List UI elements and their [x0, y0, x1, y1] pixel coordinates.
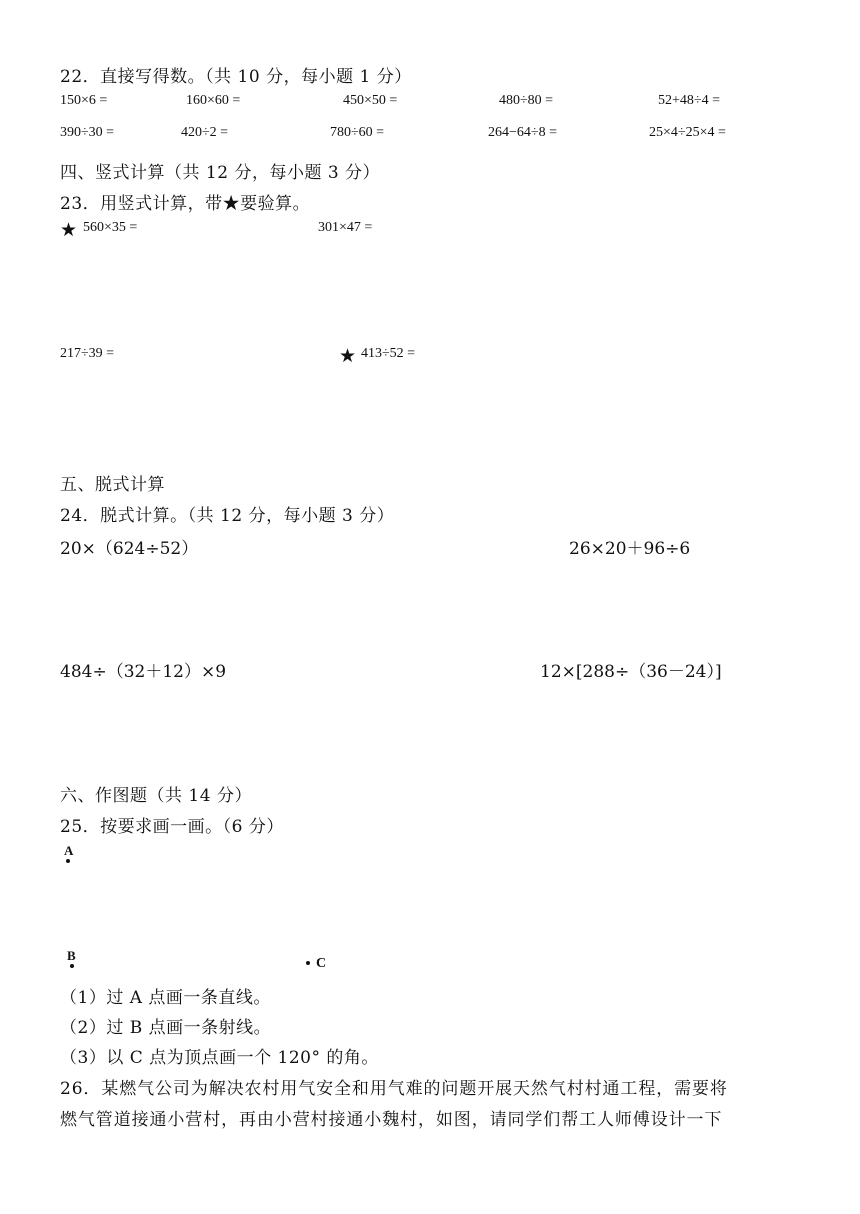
q22-problem-8: 780÷60 =: [330, 125, 385, 140]
point-b-dot: [70, 964, 74, 968]
q22-problem-10: 25×4÷25×4 =: [649, 125, 726, 140]
q22-problem-7: 420÷2 =: [181, 125, 229, 140]
q23-problem-1: 560×35 =: [83, 220, 138, 235]
point-c-label: C: [316, 956, 327, 971]
q25-instruction-1: （1）过 A 点画一条直线。: [60, 988, 271, 1008]
star-icon: ★: [339, 345, 357, 367]
q22-problem-9: 264−64÷8 =: [488, 125, 557, 140]
q24-problem-3: 484÷（32＋12）×9: [60, 662, 227, 682]
q24-problem-2: 26×20＋96÷6: [569, 539, 691, 559]
q23-instruction: 23．用竖式计算，带★要验算。: [60, 194, 311, 214]
q23-problem-4: 413÷52 =: [361, 346, 416, 361]
q26-text-line-1: 26．某燃气公司为解决农村用气安全和用气难的问题开展天然气村村通工程，需要将: [60, 1079, 728, 1099]
q23-problem-2: 301×47 =: [318, 220, 373, 235]
q22-problem-1: 150×6 =: [60, 93, 108, 108]
point-a-dot: [66, 859, 70, 863]
section-4-title: 四、竖式计算（共 12 分，每小题 3 分）: [60, 163, 381, 183]
q24-title: 24．脱式计算。（共 12 分，每小题 3 分）: [60, 506, 395, 526]
q22-problem-5: 52+48÷4 =: [658, 93, 720, 108]
q22-problem-4: 480÷80 =: [499, 93, 554, 108]
star-icon: ★: [60, 219, 78, 241]
q22-title: 22．直接写得数。（共 10 分，每小题 1 分）: [60, 67, 412, 87]
q26-text-line-2: 燃气管道接通小营村，再由小营村接通小魏村，如图，请同学们帮工人师傅设计一下: [60, 1110, 723, 1130]
q25-title: 25．按要求画一画。（6 分）: [60, 817, 284, 837]
q23-problem-3: 217÷39 =: [60, 346, 115, 361]
q25-instruction-3: （3）以 C 点为顶点画一个 120° 的角。: [60, 1048, 379, 1068]
q24-problem-1: 20×（624÷52）: [60, 539, 199, 559]
q24-problem-4: 12×[288÷（36－24）]: [540, 662, 722, 682]
point-c-dot: [306, 961, 310, 965]
point-a-label: A: [64, 843, 74, 858]
q22-problem-2: 160×60 =: [186, 93, 241, 108]
section-6-title: 六、作图题（共 14 分）: [60, 786, 252, 806]
q22-problem-6: 390÷30 =: [60, 125, 115, 140]
q22-problem-3: 450×50 =: [343, 93, 398, 108]
section-5-title: 五、脱式计算: [60, 475, 165, 495]
point-b-label: B: [67, 948, 76, 963]
q25-instruction-2: （2）过 B 点画一条射线。: [60, 1018, 272, 1038]
